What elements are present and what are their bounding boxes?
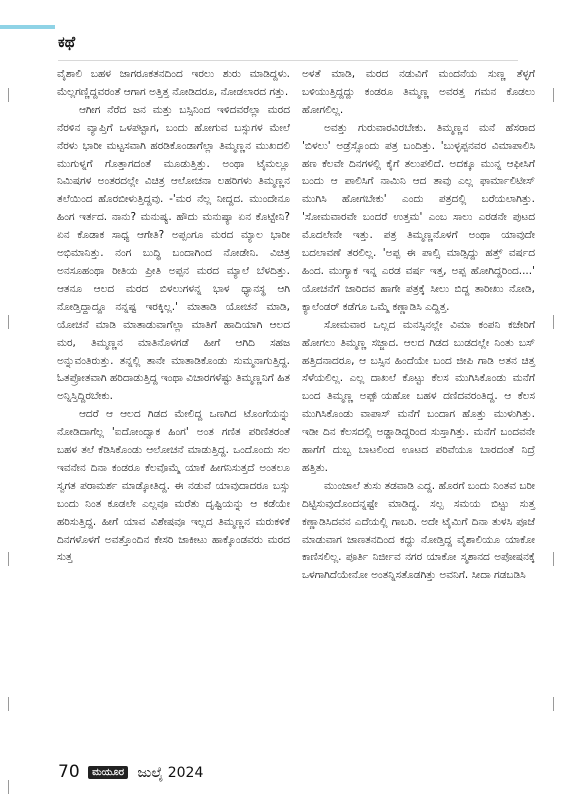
right-column <box>302 66 535 585</box>
paragraph: ವೈಶಾಲಿ ಬಹಳ ಜಾಗರೂಕತನದಿಂದ ಇರಲು ಶುರು ಮಾಡಿದ್ದಳು. ಮೆಲ್ಲಗಣ್ಣಿದ್ದವರಂತೆ ಆಗಾಗ ಅತ್ತಿತ್ತ ನೋಡಿದರೂ, ನೋಡಲಾರದ ಗತ್ತು. <box>57 68 290 98</box>
crop-mark <box>8 88 9 102</box>
page-number: 70 <box>58 762 80 782</box>
crop-mark <box>8 552 9 566</box>
crop-mark <box>553 552 554 566</box>
page-footer <box>58 762 203 782</box>
crop-mark <box>8 697 9 711</box>
crop-mark <box>8 315 9 329</box>
section-title: ಕಥೆ <box>58 33 76 51</box>
paragraph: ಆದರೆ ಆ ಆಲದ ಗಿಡದ ಮೇಲಿದ್ದ ಒಣಗಿದ ಟೊಂಗೆಯನ್ನು ನೋಡಿದಾಗೆಲ್ಲ 'ಐದೋಂದ್ವಾಕ ಹಿಂಗ' ಅಂತ ಗಣಿತ ಪರಿಣಿತರಂತೆ ಬಹಳ ತಲೆ ಕೆಡಿಸಿಕೊಂಡು ಆಲೋಚನೆ ಮಾಡುತ್ತಿದ್ದ. ಒಂದೊಂದು ಸಲ ಇವನೇನ ದಿನಾ ಕಂಡರೂ ಕೆಲವೊಮ್ಮೆ ಯಾಕೆ ಹೀಗನಿಸುತ್ತದೆ ಅಂತಲೂ ಸ್ವಗತ ಪರಾಮರ್ಶ ಮಾಡ್ಕೋತಿದ್ದ. ಈ ನಡುವೆ ಯಾವುದಾದರೂ ಬಸ್ಸು ಬಂದು ನಿಂತ ಕೂಡಲೇ ಎಲ್ಲವೂ ಮರೆತು ದೃಷ್ಟಿಯನ್ನು ಆ ಕಡೆಯೇ ಹರಿಸುತ್ತಿದ್ದ. ಹೀಗೆ ಯಾವ ವಿಶೇಷವೂ ಇಲ್ಲದ ತಿಮ್ಮಣ್ಣನ ಮರುಕಳಿಕೆ ದಿನಗಳೊಳಗೆ ಅವತ್ತೊಂದಿನ ಕೇಸರಿ ಜಾಕೀಟು ಹಾಕ್ಕೊಂಡವರು ಮರದ ಸುತ್ತ <box>57 408 290 564</box>
crop-mark <box>8 780 9 794</box>
issue-date: ಜುಲೈ 2024 <box>137 765 204 781</box>
magazine-logo: ಮಯೂರ <box>88 766 128 779</box>
crop-mark <box>553 697 554 711</box>
paragraph: ಅವತ್ತು ಗುರುವಾರವಿರಬೇಕು. ತಿಮ್ಮಣ್ಣನ ಮನೆ ಹೆಸರಾದ 'ಬಿಳಲು' ಅಡ್ರೆಸ್ಸೊಂದು ಪತ್ರ ಬಂದಿತ್ತು. 'ಬುಳ್ಳಪ್ಪನವರ ವಿಮಾಪಾಲಿಸಿ ಹಣ ಕೆಲವೇ ದಿನಗಳಲ್ಲಿ ಕೈಗೆ ತಲುಪಲಿದೆ. ಅದಕ್ಕೂ ಮುನ್ನ ಆಫೀಸಿಗೆ ಬಂದು ಆ ಪಾಲಿಸಿಗೆ ನಾಮಿನಿ ಆದ ತಾವು ಎಲ್ಲ ಫಾರ್ಮಾಲಿಟೀಸ್ ಮುಗಿಸಿ ಹೋಗಬೇಕು' ಎಂದು ಪತ್ರದಲ್ಲಿ ಬರೆಯಲಾಗಿತ್ತು. 'ಸೋಮವಾರವೇ ಬಂದರೆ ಉತ್ತಮ' ಎಂಬ ಸಾಲು ಎರಡನೇ ಪುಟದ ಮೊದಲೇನೇ ಇತ್ತು. ಪತ್ರ ತಿಮ್ಮಣ್ಣನೊಳಗೆ ಅಂಥಾ ಯಾವುದೇ ಬದಲಾವಣೆ ತರಲಿಲ್ಲ. 'ಅಪ್ಪ ಈ ಪಾಲ್ಸಿ ಮಾಡ್ಸಿದ್ದು ಹತ್ತ್ ವರ್ಷದ ಹಿಂದ. ಮುಗ್ಯಾಕ ಇನ್ನ ಎರಡ ವರ್ಷ ಇತ್ತ, ಅಪ್ಪ ಹೋಗಿದ್ದರಿಂದ....' ಯೋಚನೆಗೆ ಜಾರಿದವ ಹಾಗೇ ಪತ್ರಕ್ಕೆ ಸೀಲು ಬಿದ್ದ ತಾರೀಖು ನೋಡಿ, ಕ್ಯಾಲೆಂಡರ್ ಕಡೆಗೂ ಒಮ್ಮೆ ಕಣ್ಣಾಡಿಸಿ ಎದ್ದಿತ್ತ. <box>302 121 535 313</box>
paragraph: ಅಳತೆ ಮಾಡಿ, ಮರದ ನಡುವಿಗೆ ಮಂದನೆಯ ಸುಣ್ಣ ತೆಳ್ಳಗೆ ಬಳಿಯುತ್ತಿದ್ದದ್ದು ಕಂಡರೂ ತಿಮ್ಮಣ್ಣ ಅವರತ್ತ ಗಮನ ಕೊಡಲು ಹೋಗಲಿಲ್ಲ. <box>302 68 535 116</box>
paragraph: ಆಗೀಗ ನೆರೆದ ಜನ ಮತ್ತು ಬಸ್ಸಿನಿಂದ ಇಳಿದವರೆಲ್ಲಾ ಮರದ ನೆರಳಿನ ವ್ಯಾಪ್ತಿಗೆ ಒಳಪಟ್ಟಾಗ, ಬಂದು ಹೋಗುವ ಬಸ್ಸುಗಳ ಮೇಲೆ ನೆರಳು ಭಾರೀ ಮಟ್ಟಸವಾಗಿ ಹರಡಿಕೊಂಡಾಗೆಲ್ಲಾ ತಿಮ್ಮಣ್ಣನ ಮುಖದಲಿ ಮುಗುಳ್ನಗೆ ಗೊತ್ತಾಗದಂತೆ ಮೂಡುತ್ತಿತ್ತು. ಅಂಥಾ ಟೈಮಲ್ಲೂ ನಿಮಿಷಗಳ ಅಂತರದಲ್ಲೇ ವಿಚಿತ್ರ ಆಲೋಚನಾ ಲಹರಿಗಳು ತಿಮ್ಮಣ್ಣನ ತಲೆಯಿಂದ ಹೊರಬೀಳುತ್ತಿದ್ದವು. -'ಮರ ನೆಲ್ಲ ನೀದ್ದದ. ಮುಂದೇನೂ ಹಿಂಗ ಇರ್ತದ. ನಾನು? ಮನುಷ್ಯ. ಹೌದು ಮನುಷ್ಯಾ ಏನ ಕೊಟ್ಟೇನಿ? ಏನ ಕೊಡಾಕ ಸಾಧ್ಯ ಆಗೇತಿ? ಅಪ್ಪಂಗೂ ಮರದ ಮ್ಯಾಲ ಭಾರೀ ಅಭಿಮಾನಿತ್ತು. ನಂಗ ಬುದ್ಧಿ ಬಂದಾಗಿಂದ ನೋಡೇನಿ. ವಿಚಿತ್ರ ಅನಸೂಹಂಥಾ ರೀತಿಯ ಪ್ರೀತಿ ಅಪ್ಪನ ಮರದ ಮ್ಯಾಲೆ ಬೆಳದಿತ್ತು. ಆತನೂ ಆಲದ ಮರದ ಬಿಳಲುಗಳನ್ನ ಭಾಳ ಧ್ಯಾನಸ್ಥ ಆಗಿ ನೋಡ್ತಿದ್ದಾದ್ದೂ ನನ್ನಷ್ಟ ಇರಕ್ಕಿಲ್ಲ.' ಮಾತಾಡಿ ಯೋಚನೆ ಮಾಡಿ, ಯೋಚನೆ ಮಾಡಿ ಮಾತಾಡುವಾಗೆಲ್ಲಾ ಮಾತಿಗೆ ಹಾದಿಯಾಗಿ ಆಲದ ಮರ, ತಿಮ್ಮಣ್ಣನ ಮಾತಿನೊಳಗಡೆ ಹೀಗೆ ಆಗಿದಿ ಸಹಜ ಅನ್ನುವಂತಿರುತ್ತು. ತನ್ನಲ್ಲಿ ತಾನೇ ಮಾತಾಡಿಕೊಂಡು ಸುಮ್ಮನಾಗುತ್ತಿದ್ದ. ಓತಪ್ರೋತವಾಗಿ ಹರಿದಾಡುತ್ತಿದ್ದ ಇಂಥಾ ವಿಚಾರಗಳೆಷ್ಟು ತಿಮ್ಮಣ್ಣನಿಗೆ ಹಿತ ಅನ್ನಿಸ್ತಿದ್ದಿರಬೇಕು. <box>57 103 290 403</box>
crop-mark <box>553 315 554 329</box>
header-divider <box>58 60 518 61</box>
left-column <box>57 66 290 567</box>
paragraph: ಸೋಮವಾರ ಒಲ್ಲದ ಮನಸ್ಸಿನಲ್ಲೇ ವಿಮಾ ಕಂಪನಿ ಕಚೇರಿಗೆ ಹೋಗಲು ತಿಮ್ಮಣ್ಣ ಸಜ್ಜಾದ. ಆಲದ ಗಿಡದ ಬುಡದಲ್ಲೇ ನಿಂತು ಬಸ್ ಹತ್ತಿದನಾದರೂ, ಆ ಬಸ್ಸಿನ ಹಿಂದೆಯೇ ಬಂದ ಜೀಪಿ ಗಾಡಿ ಅತನ ಚಿತ್ತ ಸೆಳೆಯಲಿಲ್ಲ. ಎಲ್ಲ ದಾಖಲೆ ಕೊಟ್ಟು ಕೆಲಸ ಮುಗಿಸಿಕೊಂಡು ಮನೆಗೆ ಬಂದ ತಿಮ್ಮಣ್ಣ ಅಪ್ಪಾ್ಯಹೋ ಬಹಳ ದಣಿದವರಂತಿದ್ದ. ಆ ಕೆಲಸ ಮುಗಿಸಿಕೊಂಡು ವಾಪಾಸ್ ಮನೆಗೆ ಬಂದಾಗ ಹೊತ್ತು ಮುಳುಗಿತ್ತು. ಇಡೀ ದಿನ ಕೆಲಸದಲ್ಲಿ ಅಡ್ಡಾಡಿದ್ದರಿಂದ ಸುಸ್ತಾಗಿತ್ತು. ಮನೆಗೆ ಬಂದವನೇ ಹಾಗೆಗೆ ದುಬ್ಬ ಬಾಟಲಿಂದ ಊಟದ ಪರಿವೆಯೂ ಬಾರದಂತೆ ನಿದ್ರೆ ಹತ್ತಿತು. <box>302 318 535 474</box>
accent-bar <box>0 25 55 29</box>
crop-mark <box>553 88 554 102</box>
paragraph: ಮುಂಜಾಲೆ ತುಸು ತಡವಾಡಿ ಎದ್ದ. ಹೊರಗೆ ಬಂದು ನಿಂತವ ಬರೀ ದಿಟ್ಟಿಸುವುದೊಂದನ್ನಷ್ಟೇ ಮಾಡಿದ್ದ. ಸಲ್ಪ ಸಮಯ ಬಿಟ್ಟು ಸುತ್ತ ಕಣ್ಣಾಡಿಸಿದವನ ಎದೆಯಲ್ಲಿ ಗಾಬರಿ. ಅದೇ ಟೈಮಿಗೆ ದಿನಾ ತುಳಸಿ ಪೂಜೆ ಮಾಡುವಾಗ ಜಾಣತನದಿಂದ ಕದ್ದು ನೋಡ್ತಿದ್ದ ವೈಶಾಲಿಯೂ ಯಾಕೋ ಕಾಣಿಸಲಿಲ್ಲ. ಪೂರ್ತಿ ನಿರ್ಜೀವ ನಗರ ಯಾಕೋ ಸ್ಮಶಾನದ ಅಪೋಷನಕ್ಕೆ ಒಳಗಾಗಿದೆಯೇನೋ ಅಂತನ್ನಿಸತೊಡಗಿತ್ತು ಅವನಿಗೆ. ಸೀದಾ ಗಡಬಡಿಸಿ <box>302 479 535 582</box>
